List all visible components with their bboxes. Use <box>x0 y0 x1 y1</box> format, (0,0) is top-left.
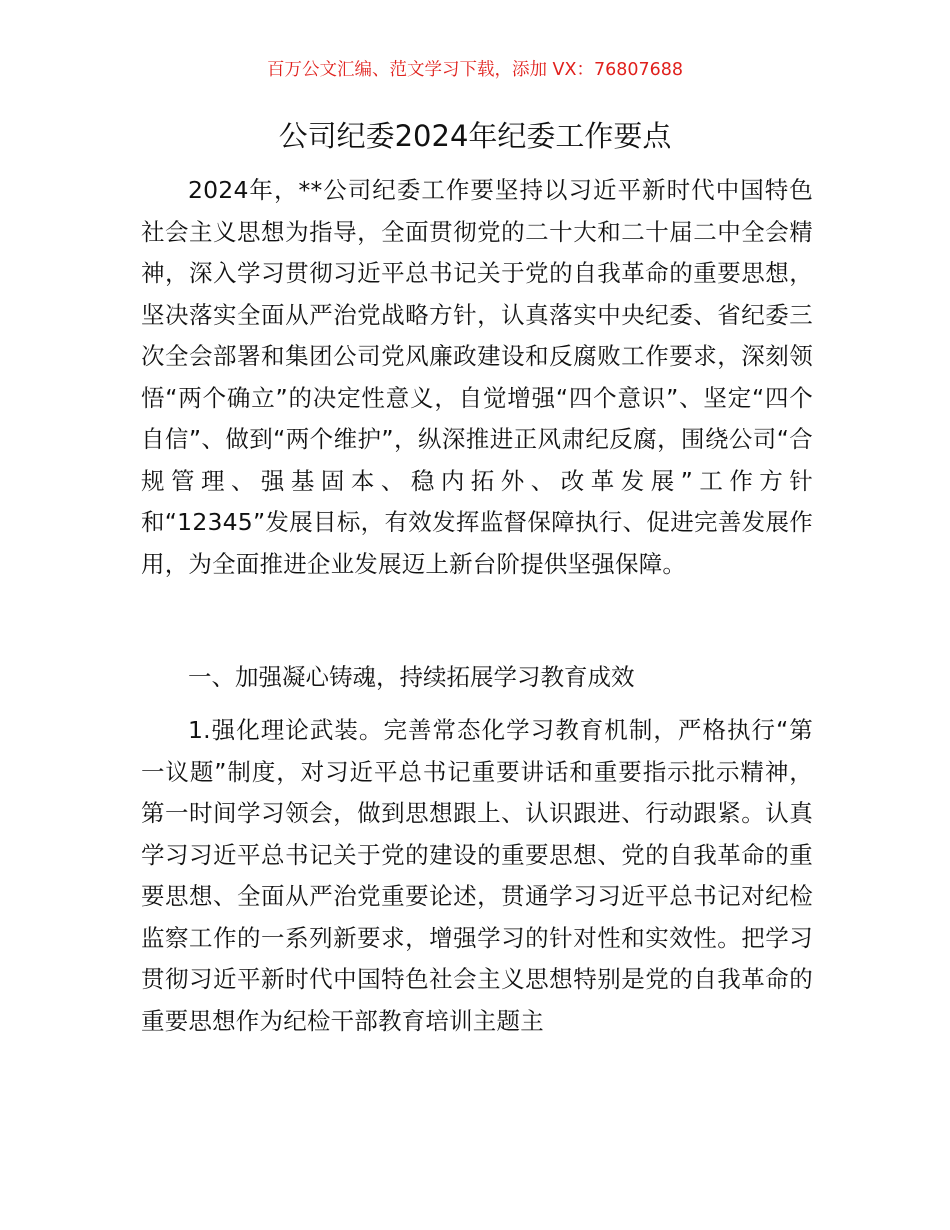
section-paragraph: 1.强化理论武装。完善常态化学习教育机制，严格执行“第一议题”制度，对习近平总书记重要讲话和重要指示批示精神，第一时间学习领会，做到思想跟上、认识跟进、行动跟紧。认真学习习近平总书记关于党的建设的重要思想、党的自我革命的重要思想、全面从严治党重要论述，贯通学习习近平总书记对纪检监察工作的一系列新要求，增强学习的针对性和实效性。把学习贯彻习近平新时代中国特色社会主义思想特别是党的自我革命的重要思想作为纪检干部教育培训主题主 <box>141 716 813 1035</box>
section-heading: 一、加强凝心铸魂，持续拓展学习教育成效 <box>188 663 635 691</box>
watermark-banner: 百万公文汇编、范文学习下载，添加 VX：76807688 <box>266 60 684 80</box>
document-title: 公司纪委2024年纪委工作要点 <box>278 119 672 153</box>
intro-paragraph: 2024年，**公司纪委工作要坚持以习近平新时代中国特色社会主义思想为指导，全面贯彻党的二十大和二十届二中全会精神，深入学习贯彻习近平总书记关于党的自我革命的重要思想，坚决落实全面从严治党战略方针，认真落实中央纪委、省纪委三次全会部署和集团公司党风廉政建设和反腐败工作要求，深刻领悟“两个确立”的决定性意义，自觉增强“四个意识”、坚定“四个自信”、做到“两个维护”，纵深推进正风肃纪反腐，围绕公司“合规管理、强基固本、稳内拓外、改革发展”工作方针和“12345”发展目标，有效发挥监督保障执行、促进完善发展作用，为全面推进企业发展迈上新台阶提供坚强保障。 <box>141 176 813 578</box>
